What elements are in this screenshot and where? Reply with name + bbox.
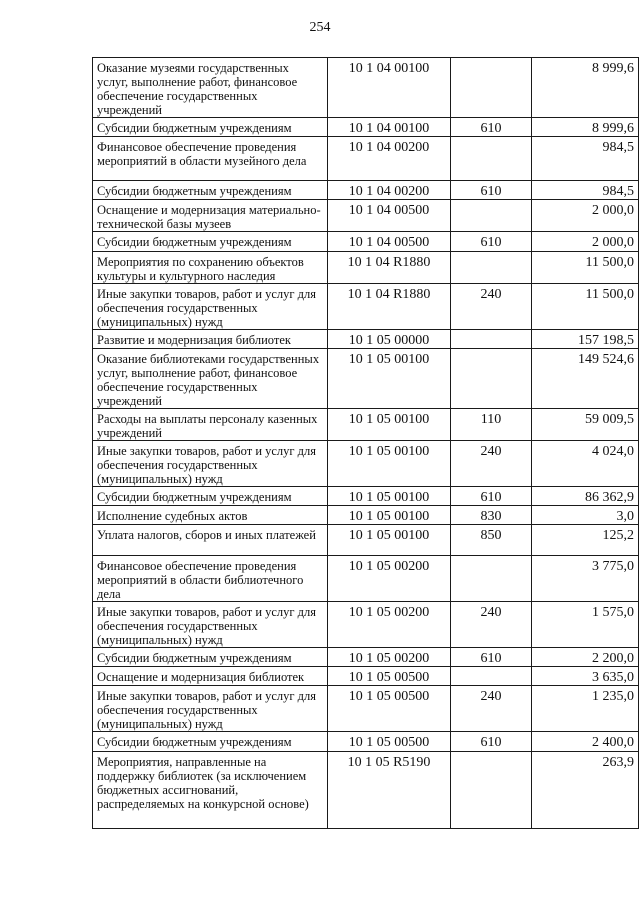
row-type-cell [451,200,532,232]
row-name-cell: Мероприятия, направленные на поддержку библиотек (за исключением бюджетных ассигнований, распределяемых на конкурсной основе) [93,752,328,829]
table-row [93,330,639,349]
row-amount-cell: 984,5 [532,181,639,200]
row-amount-cell: 157 198,5 [532,330,639,349]
row-amount-cell: 2 400,0 [532,732,639,752]
row-type-cell: 240 [451,686,532,732]
row-type-cell: 110 [451,409,532,441]
table-row [93,648,639,667]
row-code-cell: 10 1 04 00500 [328,200,451,232]
row-amount-cell: 86 362,9 [532,487,639,506]
row-code-cell: 10 1 05 00500 [328,667,451,686]
row-type-cell [451,252,532,284]
row-name-cell: Финансовое обеспечение проведения мероприятий в области библиотечного дела [93,556,328,602]
row-amount-cell: 8 999,6 [532,118,639,137]
row-code-cell: 10 1 04 R1880 [328,284,451,330]
row-amount-cell: 1 235,0 [532,686,639,732]
row-code-cell: 10 1 04 00100 [328,118,451,137]
table-row [93,181,639,200]
row-name-cell: Оснащение и модернизация библиотек [93,667,328,686]
row-code-cell: 10 1 05 00500 [328,686,451,732]
row-code-cell: 10 1 05 00100 [328,349,451,409]
row-name-cell: Субсидии бюджетным учреждениям [93,487,328,506]
table-row [93,667,639,686]
row-amount-cell: 1 575,0 [532,602,639,648]
row-type-cell [451,752,532,829]
row-name-cell: Уплата налогов, сборов и иных платежей [93,525,328,556]
table-row [93,686,639,732]
table-row [93,732,639,752]
row-name-cell: Иные закупки товаров, работ и услуг для обеспечения государственных (муниципальных) нужд [93,441,328,487]
row-amount-cell: 8 999,6 [532,58,639,118]
row-type-cell [451,58,532,118]
row-amount-cell: 3 635,0 [532,667,639,686]
table-row [93,200,639,232]
row-code-cell: 10 1 05 00000 [328,330,451,349]
table-row [93,118,639,137]
table-row [93,252,639,284]
row-code-cell: 10 1 05 00200 [328,602,451,648]
table-row [93,602,639,648]
row-type-cell: 610 [451,732,532,752]
row-name-cell: Субсидии бюджетным учреждениям [93,732,328,752]
row-code-cell: 10 1 04 00100 [328,58,451,118]
row-name-cell: Субсидии бюджетным учреждениям [93,181,328,200]
row-type-cell [451,137,532,181]
row-amount-cell: 2 200,0 [532,648,639,667]
row-type-cell: 610 [451,648,532,667]
row-type-cell [451,330,532,349]
table-row [93,137,639,181]
row-code-cell: 10 1 05 00100 [328,409,451,441]
table-row [93,284,639,330]
row-name-cell: Субсидии бюджетным учреждениям [93,648,328,667]
table-row [93,232,639,252]
row-type-cell: 610 [451,487,532,506]
row-name-cell: Финансовое обеспечение проведения мероприятий в области музейного дела [93,137,328,181]
row-name-cell: Иные закупки товаров, работ и услуг для обеспечения государственных (муниципальных) нужд [93,602,328,648]
row-name-cell: Субсидии бюджетным учреждениям [93,232,328,252]
row-name-cell: Оказание музеями государственных услуг, выполнение работ, финансовое обеспечение государственных учреждений [93,58,328,118]
row-name-cell: Исполнение судебных актов [93,506,328,525]
row-code-cell: 10 1 05 00100 [328,487,451,506]
row-amount-cell: 3,0 [532,506,639,525]
row-code-cell: 10 1 05 00100 [328,506,451,525]
table-row [93,441,639,487]
row-code-cell: 10 1 04 R1880 [328,252,451,284]
row-type-cell: 610 [451,181,532,200]
row-code-cell: 10 1 05 00500 [328,732,451,752]
row-amount-cell: 59 009,5 [532,409,639,441]
row-type-cell: 610 [451,232,532,252]
row-amount-cell: 984,5 [532,137,639,181]
table-row [93,487,639,506]
row-name-cell: Субсидии бюджетным учреждениям [93,118,328,137]
row-code-cell: 10 1 04 00200 [328,137,451,181]
table-row [93,506,639,525]
row-type-cell [451,667,532,686]
table-row [93,409,639,441]
row-code-cell: 10 1 04 00500 [328,232,451,252]
row-name-cell: Развитие и модернизация библиотек [93,330,328,349]
row-amount-cell: 149 524,6 [532,349,639,409]
row-name-cell: Расходы на выплаты персоналу казенных учреждений [93,409,328,441]
row-type-cell: 610 [451,118,532,137]
row-amount-cell: 11 500,0 [532,252,639,284]
budget-table [92,57,639,829]
row-code-cell: 10 1 05 R5190 [328,752,451,829]
table-row [93,349,639,409]
row-name-cell: Оснащение и модернизация материально-технической базы музеев [93,200,328,232]
row-name-cell: Иные закупки товаров, работ и услуг для обеспечения государственных (муниципальных) нужд [93,284,328,330]
budget-table-body [93,58,639,829]
row-code-cell: 10 1 05 00100 [328,525,451,556]
row-code-cell: 10 1 05 00200 [328,556,451,602]
row-type-cell: 240 [451,284,532,330]
row-amount-cell: 3 775,0 [532,556,639,602]
row-type-cell: 830 [451,506,532,525]
row-amount-cell: 4 024,0 [532,441,639,487]
table-row [93,556,639,602]
row-type-cell [451,556,532,602]
row-name-cell: Иные закупки товаров, работ и услуг для обеспечения государственных (муниципальных) нужд [93,686,328,732]
row-type-cell [451,349,532,409]
page-number: 254 [309,20,331,35]
row-name-cell: Оказание библиотеками государственных услуг, выполнение работ, финансовое обеспечение государственных учреждений [93,349,328,409]
row-type-cell: 240 [451,441,532,487]
row-amount-cell: 125,2 [532,525,639,556]
row-amount-cell: 11 500,0 [532,284,639,330]
row-type-cell: 850 [451,525,532,556]
row-type-cell: 240 [451,602,532,648]
row-code-cell: 10 1 04 00200 [328,181,451,200]
row-code-cell: 10 1 05 00100 [328,441,451,487]
row-amount-cell: 263,9 [532,752,639,829]
table-row [93,752,639,829]
row-name-cell: Мероприятия по сохранению объектов культуры и культурного наследия [93,252,328,284]
table-row [93,525,639,556]
row-amount-cell: 2 000,0 [532,232,639,252]
table-row [93,58,639,118]
row-amount-cell: 2 000,0 [532,200,639,232]
row-code-cell: 10 1 05 00200 [328,648,451,667]
